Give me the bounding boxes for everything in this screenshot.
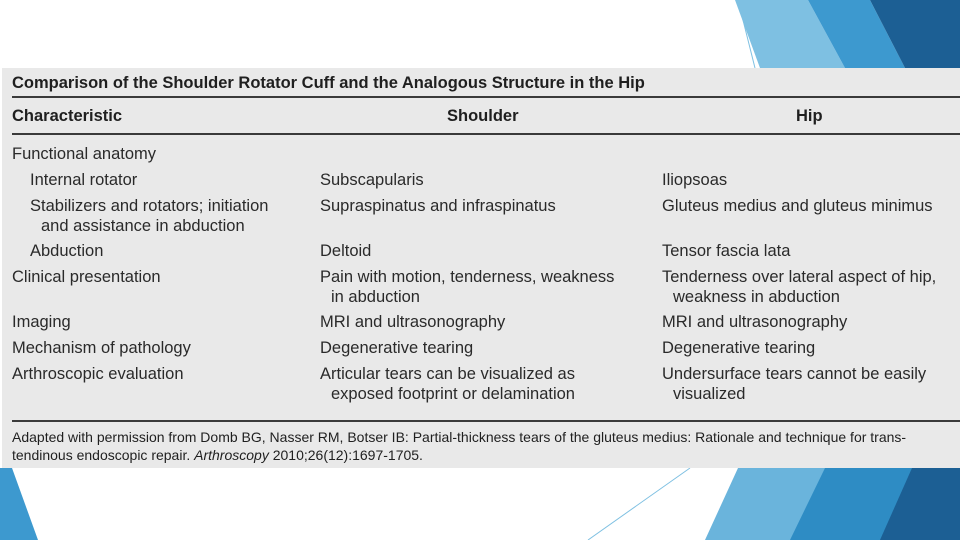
- row-internal-rotator-hip: [662, 170, 727, 190]
- row-arthroscopic-shoulder: [320, 364, 575, 404]
- footnote-text: Adapted with permission from Domb BG, Nasser RM, Botser IB: Partial-thickness tears of the gluteus medius: Rationale and technique for trans- tendinous endoscopic repair.: [12, 429, 907, 463]
- header-hip: Hip: [796, 107, 823, 125]
- header-characteristic: Characteristic: [12, 107, 123, 125]
- cell-line-continued: weakness in abduction: [673, 288, 840, 306]
- header-shoulder: Shoulder: [447, 107, 519, 125]
- row-mechanism-characteristic: [12, 338, 191, 358]
- row-stabilizers-hip: [662, 196, 933, 216]
- row-arthroscopic-characteristic: [12, 364, 184, 384]
- cell-line: Imaging: [12, 313, 71, 331]
- cell-line: Pain with motion, tenderness, weakness: [320, 268, 615, 286]
- cell-line: Deltoid: [320, 242, 372, 260]
- cell-line: Supraspinatus and infraspinatus: [320, 197, 556, 215]
- cell-line: Gluteus medius and gluteus minimus: [662, 197, 933, 215]
- cell-line: Clinical presentation: [12, 268, 161, 286]
- cell-line: Abduction: [30, 242, 104, 260]
- footer-rule: [12, 420, 960, 422]
- row-clinical-presentation-hip: [662, 267, 936, 307]
- bottom-thin-line: [588, 468, 690, 540]
- header-rule: [12, 133, 960, 135]
- row-abduction-shoulder: [320, 241, 371, 261]
- row-mechanism-shoulder: [320, 338, 473, 358]
- comparison-table: [2, 68, 960, 468]
- cell-line: Undersurface tears cannot be easily: [662, 365, 927, 383]
- cell-line: MRI and ultrasonography: [320, 313, 506, 331]
- cell-line: Iliopsoas: [662, 171, 728, 189]
- cell-line-continued: in abduction: [331, 288, 420, 306]
- cell-line: Arthroscopic evaluation: [12, 365, 184, 383]
- cell-line: Stabilizers and rotators; initiation: [30, 197, 269, 215]
- cell-line: Tensor fascia lata: [662, 242, 791, 260]
- footnote-journal: Arthroscopy: [194, 447, 269, 463]
- row-imaging-characteristic: [12, 312, 71, 332]
- row-clinical-presentation-shoulder: [320, 267, 614, 307]
- row-arthroscopic-hip: [662, 364, 926, 404]
- cell-line: Subscapularis: [320, 171, 424, 189]
- cell-line: Degenerative tearing: [320, 339, 474, 357]
- section-functional-anatomy: Functional anatomy: [12, 145, 156, 163]
- title-rule: [12, 96, 960, 98]
- cell-line: Articular tears can be visualized as: [320, 365, 575, 383]
- table-footnote: [12, 428, 957, 464]
- footnote-citation: 2010;26(12):1697-1705.: [268, 447, 423, 463]
- cell-line: Internal rotator: [30, 171, 138, 189]
- bottom-left-accent: [0, 468, 38, 540]
- cell-line-continued: visualized: [673, 385, 746, 403]
- row-internal-rotator-shoulder: [320, 170, 424, 190]
- row-clinical-presentation-characteristic: [12, 267, 161, 287]
- cell-line: Degenerative tearing: [662, 339, 816, 357]
- cell-line-continued: exposed footprint or delamination: [331, 385, 575, 403]
- row-imaging-shoulder: [320, 312, 505, 332]
- cell-line: MRI and ultrasonography: [662, 313, 848, 331]
- cell-line: Mechanism of pathology: [12, 339, 191, 357]
- row-mechanism-hip: [662, 338, 815, 358]
- table-title: Comparison of the Shoulder Rotator Cuff and the Analogous Structure in the Hip: [12, 74, 645, 92]
- cell-line-continued: and assistance in abduction: [41, 217, 245, 235]
- row-internal-rotator-characteristic: [30, 170, 137, 190]
- row-abduction-hip: [662, 241, 790, 261]
- cell-line: Tenderness over lateral aspect of hip,: [662, 268, 937, 286]
- row-abduction-characteristic: [30, 241, 103, 261]
- row-stabilizers-characteristic: [30, 196, 268, 236]
- row-stabilizers-shoulder: [320, 196, 556, 216]
- row-imaging-hip: [662, 312, 847, 332]
